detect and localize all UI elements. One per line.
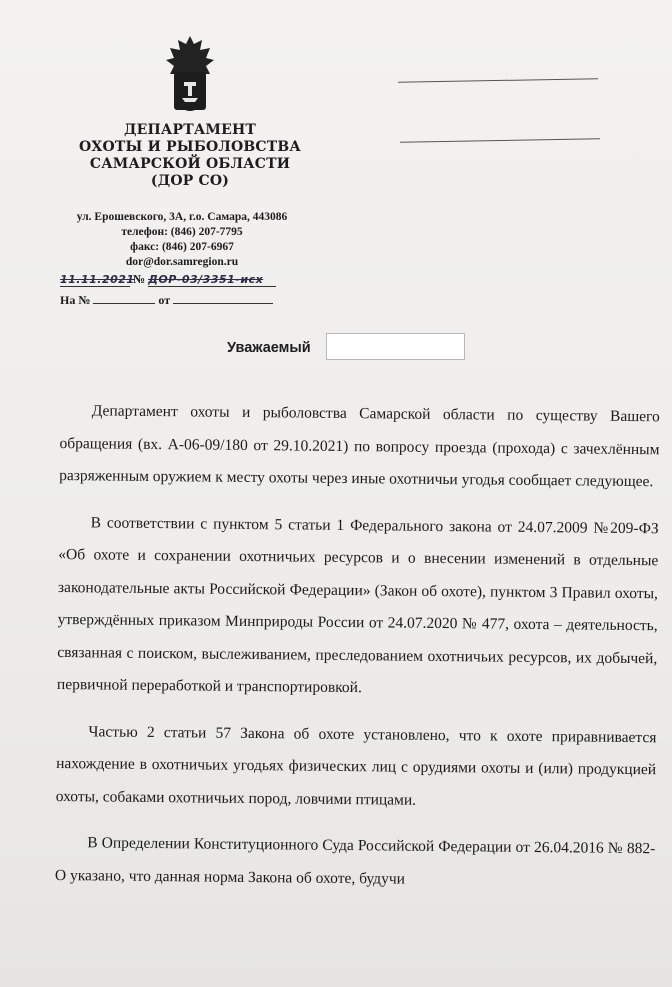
outgoing-date: 11.11.2021: [60, 273, 135, 286]
ref-date-label: от: [158, 293, 171, 307]
contacts-block: [52, 210, 312, 270]
ref-date-blank: [173, 303, 273, 304]
salutation: Уважаемый: [227, 340, 311, 356]
number-prefix: №: [133, 272, 146, 286]
incoming-reference: [60, 293, 273, 308]
paragraph: В Определении Конституционного Суда Российской Федерации от 26.04.2016 № 882-О указано, что данная норма Закона об охоте, будучи: [54, 834, 656, 888]
org-name-line2: ОХОТЫ И РЫБОЛОВСТВА: [79, 139, 301, 155]
letter-body: [55, 395, 660, 912]
phone: телефон: (846) 207-7795: [121, 226, 243, 238]
org-name-line1: ДЕПАРТАМЕНТ: [123, 122, 257, 138]
outgoing-number: ДОР-03/3351-исх: [148, 273, 276, 287]
letterhead: [40, 30, 340, 190]
paragraph: В соответствии с пунктом 5 статьи 1 Федерального закона от 24.07.2009 №209-ФЗ «Об охоте и сохранении охотничьих ресурсов и о внесении изменений в отдельные законодательные акты Российской Федерации» (Закон об охоте), пунктом 3 Правил охоты, утверждённых приказом Минприроды России от 24.07.2020 № 477, охота – деятельность, связанная с поиском, выслеживанием, преследованием охотничьих ресурсов, их добычей, первичной переработкой и транспортировкой.: [56, 513, 659, 697]
ref-number-label: На №: [60, 293, 91, 307]
fax: факс: (846) 207-6967: [130, 241, 234, 253]
ref-number-blank: [93, 303, 155, 304]
org-abbreviation: (ДОР СО): [150, 173, 230, 189]
outgoing-registration: [60, 272, 276, 287]
recipient-line-2: [400, 138, 600, 142]
redacted-name-box: [326, 333, 465, 360]
paragraph: Департамент охоты и рыболовства Самарской области по существу Вашего обращения (вх. А-06-09/180 от 29.10.2021) по вопросу проезда (прохода) с зачехлённым разряженным оружием к месту охоты через иные охотничьи угодья сообщает следующее.: [59, 402, 660, 491]
org-name-line3: САМАРСКОЙ ОБЛАСТИ: [89, 156, 291, 172]
paragraph: Частью 2 статьи 57 Закона об охоте установлено, что к охоте приравнивается нахождение в охотничьих угодьях физических лиц с орудиями охоты и (или) продукцией охоты, собаками охотничьих пород, ловчими птицами.: [55, 722, 657, 809]
email: dor@dor.samregion.ru: [125, 256, 239, 268]
recipient-line-1: [398, 78, 598, 82]
address: ул. Ерошевского, 3А, г.о. Самара, 443086: [76, 211, 288, 223]
coat-of-arms-emblem: [158, 30, 222, 120]
